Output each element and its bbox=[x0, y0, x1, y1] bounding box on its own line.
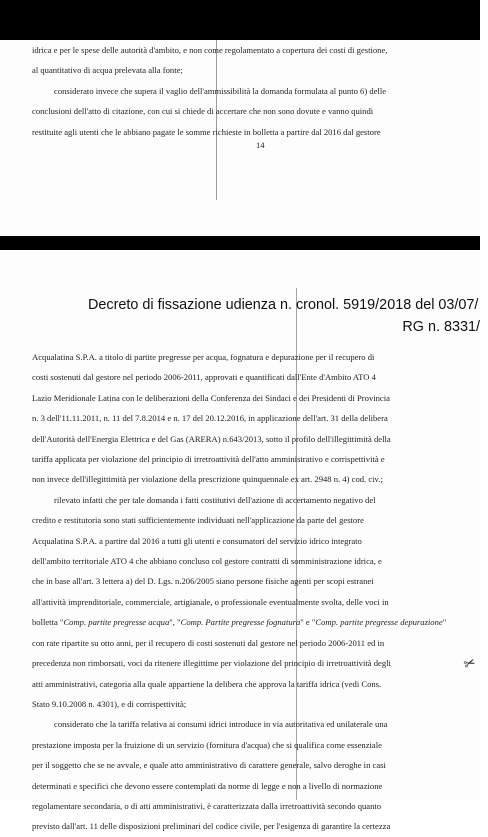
page-number: 14 bbox=[256, 140, 265, 150]
voce-depurazione: Comp. partite pregresse depurazione bbox=[315, 617, 443, 628]
document-page-lower[interactable] bbox=[0, 250, 480, 832]
voci-sep: ", " bbox=[169, 617, 181, 628]
text-line: n. 3 dell'11.11.2011, n. 11 del 7.8.2014 e n. 17 del 20.12.2016, in applicazione dell'art. 31 della delibera bbox=[32, 413, 388, 424]
text-line: previsto dall'art. 11 delle disposizioni preliminari del codice civile, per l'esigenza di garantire la certezza bbox=[32, 821, 391, 832]
text-line: restituite agli utenti che le abbiano pagate le somme richieste in bolletta a partire dal 2016 dal gestore bbox=[32, 126, 381, 137]
voce-fognatura: Comp. Partite pregresse fognatura bbox=[180, 617, 301, 628]
text-line: rilevato infatti che per tale domanda i fatti costitutivi dell'azione di accertamento negativo del bbox=[54, 494, 376, 505]
text-line: tariffa applicata per violazione del principio di irretroattività dell'atto amministrativo e corrispettività e bbox=[32, 454, 385, 465]
text-line: che in base all'art. 3 lettera a) del D. Lgs. n.206/2005 siano persone fisiche agenti per scopi estranei bbox=[32, 576, 374, 587]
text-line: prestazione imposta per la fruizione di un servizio (fornitura d'acqua) che si qualifica come essenziale bbox=[32, 739, 382, 750]
text-line: atti amministrativi, categoria alla quale appartiene la delibera che approva la tariffa idrica (vedi Cons. bbox=[32, 678, 382, 689]
voce-acqua: Comp. partite pregresse acqua bbox=[63, 617, 170, 628]
decree-header-rg: RG n. 8331/ bbox=[402, 319, 480, 335]
text-line: per il soggetto che se ne avvale, e quale atto amministrativo di carattere generale, salvo deroghe in casi bbox=[32, 760, 386, 771]
text-line: dell'ambito territoriale ATO 4 che abbiano concluso col gestore contratti di somministrazione idrica, e bbox=[32, 556, 382, 567]
decree-header bbox=[88, 294, 488, 338]
text-line: idrica e per le spese delle autorità d'ambito, e non come regolamentato a copertura dei costi di gestione, bbox=[32, 45, 388, 55]
voci-prefix: bolletta " bbox=[32, 617, 64, 628]
text-line: conclusioni dell'atto di citazione, con cui si chiede di accertare che non sono dovute e vanno quindi bbox=[32, 106, 374, 117]
lower-page-text bbox=[32, 347, 468, 837]
text-line: Acqualatina S.P.A. a partire dal 2016 a tutti gli utenti e consumatori del servizio idrico integrato bbox=[32, 535, 362, 546]
voci-sep: " e " bbox=[300, 617, 316, 628]
black-bar-separator bbox=[0, 236, 480, 250]
text-line: al quantitativo di acqua prelevata alla fonte; bbox=[32, 65, 183, 76]
decree-header-line: Decreto di fissazione udienza n. cronol. 5919/2018 del 03/07/ bbox=[88, 297, 479, 313]
text-line: determinati e specifici che devono essere contemplati da norme di legge e non a livello di normazione bbox=[32, 780, 383, 791]
text-line: considerato invece che supera il vaglio dell'ammissibilità la domanda formulata al punto 6) delle bbox=[54, 85, 387, 96]
text-line: non invece dell'illegittimità per violazione della prescrizione quinquennale ex art. 2948 n. 4) cod. civ.; bbox=[32, 474, 383, 485]
upper-page-text bbox=[32, 40, 468, 142]
text-line: regolamentare secondaria, o di atti amministrativi, è caratterizzata dalla irretroattività secondo quanto bbox=[32, 800, 382, 811]
text-line: precedenza non rimborsati, voci da ritenere illegittime per violazione del principio di irretroattività degli bbox=[32, 658, 391, 669]
text-line: credito e restitutoria sono stati sufficientemente individuati nell'applicazione da parte del gestore bbox=[32, 515, 364, 526]
text-line: Stato 9.10.2008 n. 4301), e di corrispettività; bbox=[32, 698, 187, 709]
text-line: Lazio Meridionale Latina con le deliberazioni della Conferenza dei Sindaci e dei Presidenti di Provincia bbox=[32, 392, 390, 403]
text-line: all'attività imprenditoriale, commerciale, artigianale, o professionale eventualmente svolta, delle voci in bbox=[32, 596, 389, 607]
text-line: Acqualatina S.P.A. a titolo di partite pregresse per acqua, fognatura e depurazione per il recupero di bbox=[32, 352, 375, 362]
text-line: considerato che la tariffa relativa ai consumi idrici introduce in via autoritativa ed unilaterale una bbox=[54, 719, 388, 730]
text-line: dell'Autorità dell'Energia Elettrica e del Gas (ARERA) n.643/2013, sotto il profilo dell'illegittimità della bbox=[32, 433, 391, 444]
text-line: costi sostenuti dal gestore nel periodo 2006-2011, approvati e quantificati dall'Ente d'Ambito ATO 4 bbox=[32, 372, 376, 383]
black-bar-top bbox=[0, 0, 480, 40]
voci-suffix: " bbox=[442, 617, 447, 628]
text-line: con rate ripartite su otto anni, per il recupero di costi sostenuti dal gestore nel periodo 2006-2011 ed in bbox=[32, 637, 385, 648]
document-page-upper[interactable] bbox=[0, 40, 480, 236]
scissors-icon: ✂ bbox=[461, 654, 479, 674]
text-line-voci bbox=[32, 612, 468, 632]
